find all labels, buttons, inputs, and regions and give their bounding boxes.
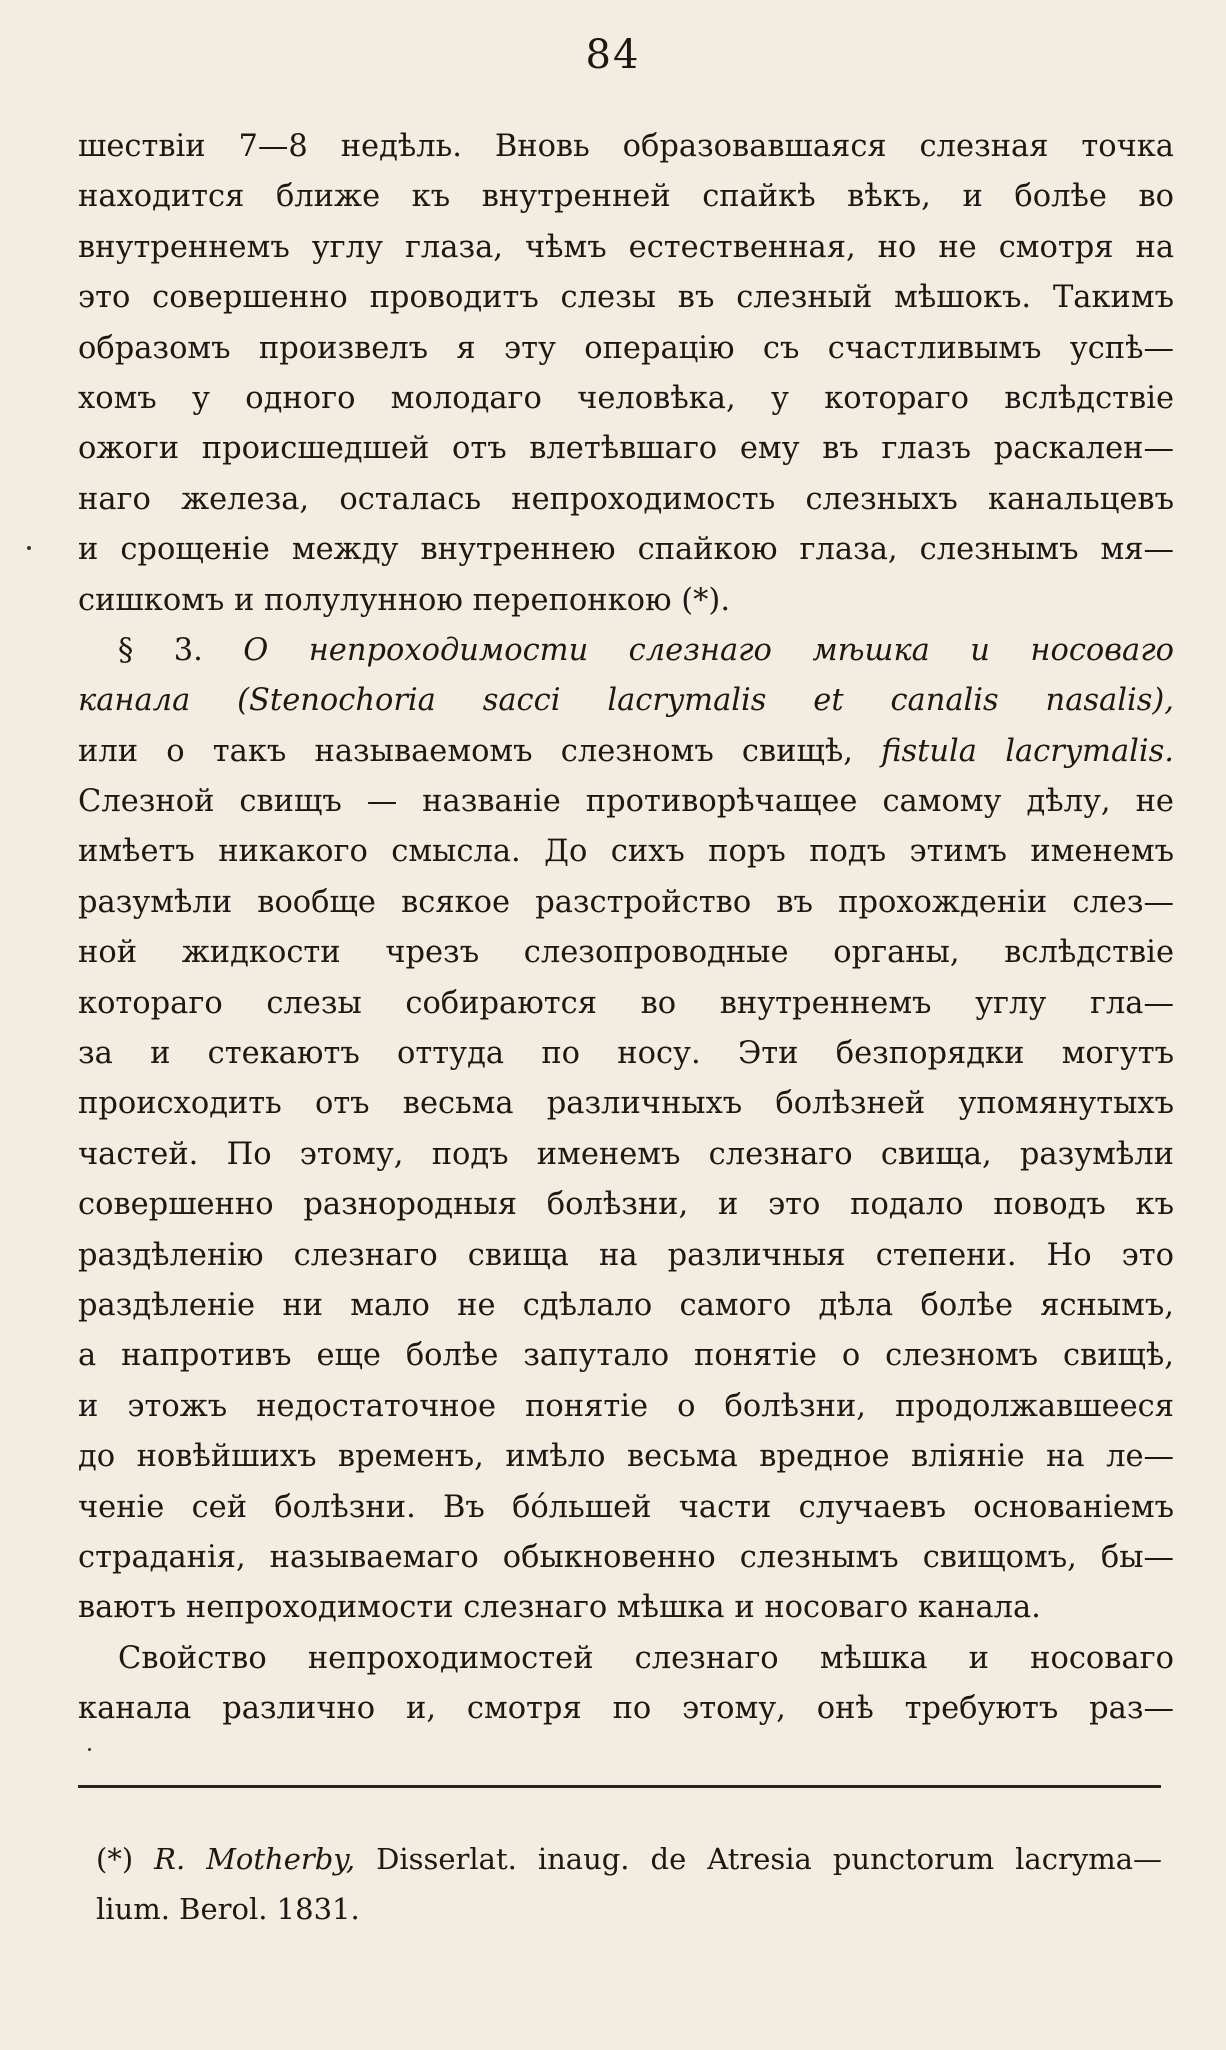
- text-line: и срощеніе между внутреннею спайкою глаза, слезнымъ мя—: [78, 532, 1174, 568]
- text-line: происходить отъ весьма различныхъ болѣзней упомянутыхъ: [78, 1086, 1174, 1122]
- footnote-author: R. Motherby,: [154, 1842, 356, 1876]
- text-line: частей. По этому, подъ именемъ слезнаго свища, разумѣли: [78, 1136, 1174, 1172]
- text-line: внутреннемъ углу глаза, чѣмъ естественная, но не смотря на: [78, 229, 1174, 265]
- latin-term: fistula lacrymalis.: [881, 733, 1174, 769]
- text-line: а напротивъ еще болѣе запутало понятіе о слезномъ свищѣ,: [78, 1338, 1174, 1374]
- page-number: 84: [585, 32, 641, 78]
- text-line: разумѣли вообще всякое разстройство въ прохожденіи слез—: [78, 884, 1174, 920]
- text-line: ной жидкости чрезъ слезопроводные органы, вслѣдствіе: [78, 935, 1174, 971]
- section-number: § 3.: [118, 632, 203, 668]
- text-line: ожоги происшедшей отъ влетѣвшаго ему въ глазъ раскален—: [78, 431, 1174, 467]
- text-line: раздѣленію слезнаго свища на различныя степени. Но это: [78, 1237, 1174, 1273]
- text-line: ваютъ непроходимости слезнаго мѣшка и носоваго канала.: [78, 1590, 1041, 1626]
- text-line: Слезной свищъ — названіе противорѣчащее самому дѣлу, не: [78, 784, 1174, 820]
- latin-term: (Stenochoria sacci lacrymalis et canalis nasalis),: [237, 683, 1174, 719]
- footnote-line: lium. Berol. 1831.: [96, 1892, 360, 1926]
- text-line: до новѣйшихъ временъ, имѣло весьма вредное вліяніе на ле—: [78, 1439, 1174, 1475]
- text-line: страданія, называемаго обыкновенно слезнымъ свищомъ, бы—: [78, 1539, 1174, 1575]
- paper-speck: [88, 1748, 91, 1751]
- footnote-marker: (*): [96, 1842, 134, 1876]
- footnote-rule: [78, 1785, 1161, 1788]
- text-line: находится ближе къ внутренней спайкѣ вѣкъ, и болѣе во: [78, 179, 1174, 215]
- text-line: ченіе сей болѣзни. Въ бо́льшей части случаевъ основаніемъ: [78, 1489, 1174, 1525]
- text-line: котораго слезы собираются во внутреннемъ углу гла—: [78, 985, 1174, 1021]
- text-line: канала различно и, смотря по этому, онѣ требуютъ раз—: [78, 1691, 1174, 1727]
- footnote-citation: Disserlat. inaug. de Atresia punctorum lacryma—: [376, 1842, 1162, 1876]
- text-line: это совершенно проводитъ слезы въ слезный мѣшокъ. Такимъ: [78, 280, 1174, 316]
- section-heading-line: [78, 626, 1174, 676]
- text-line: шествіи 7—8 недѣль. Вновь образовавшаяся слезная точка: [78, 129, 1174, 164]
- text-line: сишкомъ и полулунною перепонкою (*).: [78, 582, 731, 618]
- text-line: хомъ у одного молодаго человѣка, у котораго вслѣдствіе: [78, 380, 1174, 416]
- paper-speck: [27, 546, 31, 550]
- section-title: О непроходимости слезнаго мѣшка и носоваго: [243, 632, 1174, 668]
- text-line: за и стекаютъ оттуда по носу. Эти безпорядки могутъ: [78, 1036, 1174, 1072]
- footnote-line: [96, 1834, 1162, 1884]
- text-line: совершенно разнородныя болѣзни, и это подало поводъ къ: [78, 1187, 1174, 1223]
- section-subtitle: или о такъ называемомъ слезномъ свищѣ,: [78, 733, 853, 769]
- text-line: раздѣленіе ни мало не сдѣлало самого дѣла болѣе яснымъ,: [78, 1287, 1174, 1323]
- section-heading-line: [78, 676, 1174, 726]
- text-line: образомъ произвелъ я эту операцію съ счастливымъ успѣ—: [78, 330, 1174, 366]
- text-line: Свойство непроходимостей слезнаго мѣшка и носоваго: [118, 1640, 1174, 1676]
- section-heading-line: [78, 727, 1174, 777]
- section-title-cont: канала: [78, 683, 191, 719]
- footnote: [96, 1834, 1162, 1934]
- text-line: имѣетъ никакого смысла. До сихъ поръ подъ этимъ именемъ: [78, 834, 1174, 870]
- body-text: [78, 122, 1174, 1735]
- text-line: наго железа, осталась непроходимость слезныхъ канальцевъ: [78, 481, 1174, 517]
- text-line: и этожъ недостаточное понятіе о болѣзни, продолжавшееся: [78, 1388, 1174, 1424]
